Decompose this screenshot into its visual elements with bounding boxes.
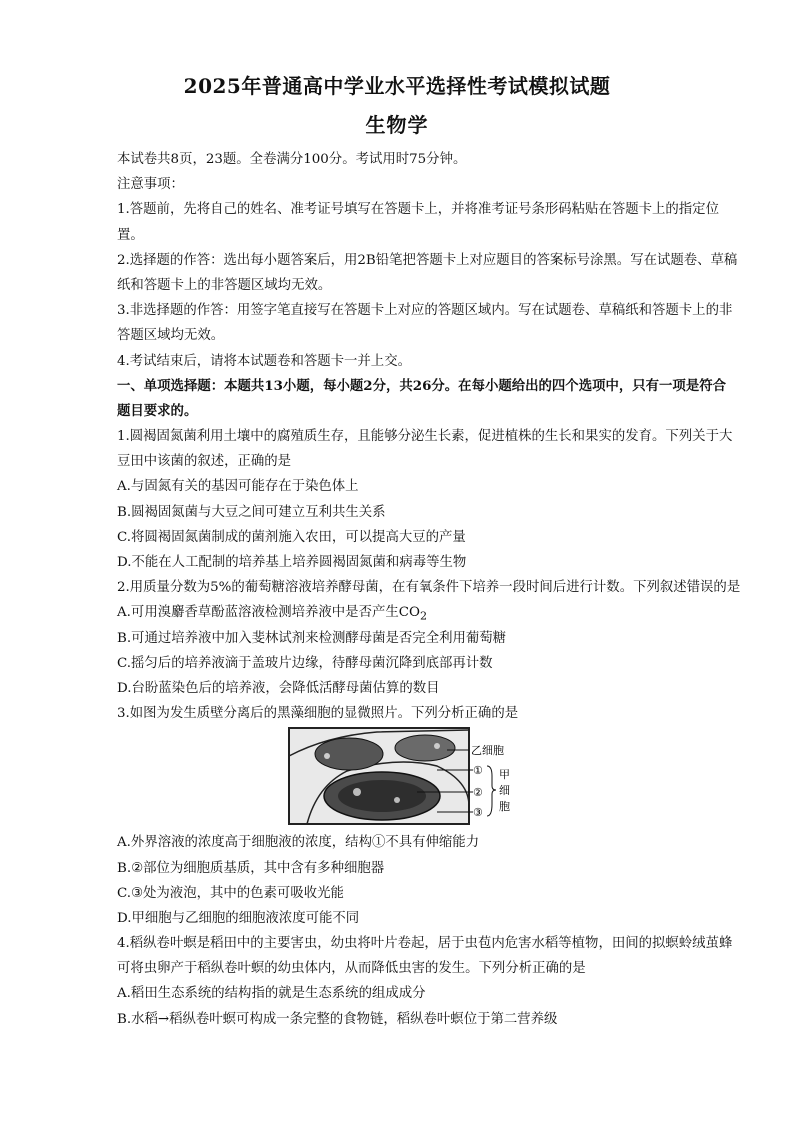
marker-1: ①: [473, 764, 483, 778]
q3-option-d: D.甲细胞与乙细胞的细胞液浓度可能不同: [117, 910, 360, 926]
section-heading-line-1: 一、单项选择题：本题共13小题，每小题2分，共26分。在每小题给出的四个选项中，只有一项是符合: [117, 377, 726, 394]
notice-3-line-2: 答题区域均无效。: [117, 328, 225, 344]
subject-title: 生物学: [365, 113, 429, 137]
label-jia-2: 细: [499, 784, 510, 798]
label-jia-3: 胞: [499, 800, 510, 814]
q2-option-c: C.摇匀后的培养液滴于盖玻片边缘，待酵母菌沉降到底部再计数: [117, 655, 493, 671]
cell-micrograph-figure: [117, 726, 722, 830]
q4-option-b: B.水稻→稻纵卷叶螟可构成一条完整的食物链，稻纵卷叶螟位于第二营养级: [117, 1011, 558, 1027]
marker-2: ②: [473, 786, 483, 800]
q1-option-b: B.圆褐固氮菌与大豆之间可建立互利共生关系: [117, 504, 386, 520]
q2-option-a: [117, 600, 722, 625]
q2-option-b: B.可通过培养液中加入斐林试剂来检测酵母菌是否完全利用葡萄糖: [117, 630, 507, 646]
q4-stem-line-2: 可将虫卵产于稻纵卷叶螟的幼虫体内，从而降低虫害的发生。下列分析正确的是: [117, 961, 586, 977]
exam-content: [117, 147, 741, 1032]
label-jia-1: 甲: [499, 768, 510, 782]
notice-3-line-1: 3.非选择题的作答：用签字笔直接写在答题卡上对应的答题区域内。写在试题卷、草稿纸和答题卡上的非: [117, 303, 733, 319]
notice-4: 4.考试结束后，请将本试题卷和答题卡一并上交。: [117, 353, 411, 369]
notice-2-line-2: 纸和答题卡上的非答题区域均无效。: [117, 277, 332, 293]
cell-micrograph: [287, 726, 517, 828]
q2-option-a-text: A.可用溴麝香草酚蓝溶液检测培养液中是否产生CO: [117, 605, 420, 621]
intro-text: 本试卷共8页，23题。全卷满分100分。考试用时75分钟。: [117, 152, 467, 167]
q4-stem-line-1: 4.稻纵卷叶螟是稻田中的主要害虫，幼虫将叶片卷起，居于虫苞内危害水稻等植物，田间的拟螟蛉绒茧蜂: [117, 936, 733, 952]
notice-heading: 注意事项：: [117, 177, 184, 193]
label-yi-cell: 乙细胞: [471, 744, 504, 758]
q4-option-a: A.稻田生态系统的结构指的就是生态系统的组成成分: [117, 986, 426, 1002]
q1-option-d: D.不能在人工配制的培养基上培养圆褐固氮菌和病毒等生物: [117, 555, 467, 570]
q1-stem-line-1: 1.圆褐固氮菌利用土壤中的腐殖质生存，且能够分泌生长素，促进植株的生长和果实的发育。下列关于大: [117, 429, 733, 445]
section-heading-line-2: 题目要求的。: [117, 402, 198, 419]
q3-option-b: B.②部位为细胞质基质，其中含有多种细胞器: [117, 860, 385, 876]
notice-1-line-1: 1.答题前，先将自己的姓名、准考证号填写在答题卡上，并将准考证号条形码粘贴在答题卡上的指定位: [117, 202, 719, 218]
q1-option-c: C.将圆褐固氮菌制成的菌剂施入农田，可以提高大豆的产量: [117, 529, 466, 545]
q1-option-a: A.与固氮有关的基因可能存在于染色体上: [117, 479, 359, 495]
q3-option-a: A.外界溶液的浓度高于细胞液的浓度，结构①不具有伸缩能力: [117, 835, 480, 851]
exam-title: 2025年普通高中学业水平选择性考试模拟试题: [183, 74, 611, 98]
q3-option-c: C.③处为液泡，其中的色素可吸收光能: [117, 885, 344, 901]
q2-stem: 2.用质量分数为5%的葡萄糖溶液培养酵母菌，在有氧条件下培养一段时间后进行计数。下列叙述错误的是: [117, 580, 741, 596]
q2-option-d: D.台盼蓝染色后的培养液，会降低活酵母菌估算的数目: [117, 680, 440, 696]
q3-stem: 3.如图为发生质壁分离后的黑藻细胞的显微照片。下列分析正确的是: [117, 706, 519, 722]
q1-stem-line-2: 豆田中该菌的叙述，正确的是: [117, 454, 292, 470]
notice-2-line-1: 2.选择题的作答：选出每小题答案后，用2B铅笔把答题卡上对应题目的答案标号涂黑。写在试题卷、草稿: [117, 252, 738, 268]
marker-3: ③: [473, 806, 483, 820]
notice-1-line-2: 置。: [117, 227, 144, 243]
q2-option-a-subscript: 2: [419, 610, 428, 624]
